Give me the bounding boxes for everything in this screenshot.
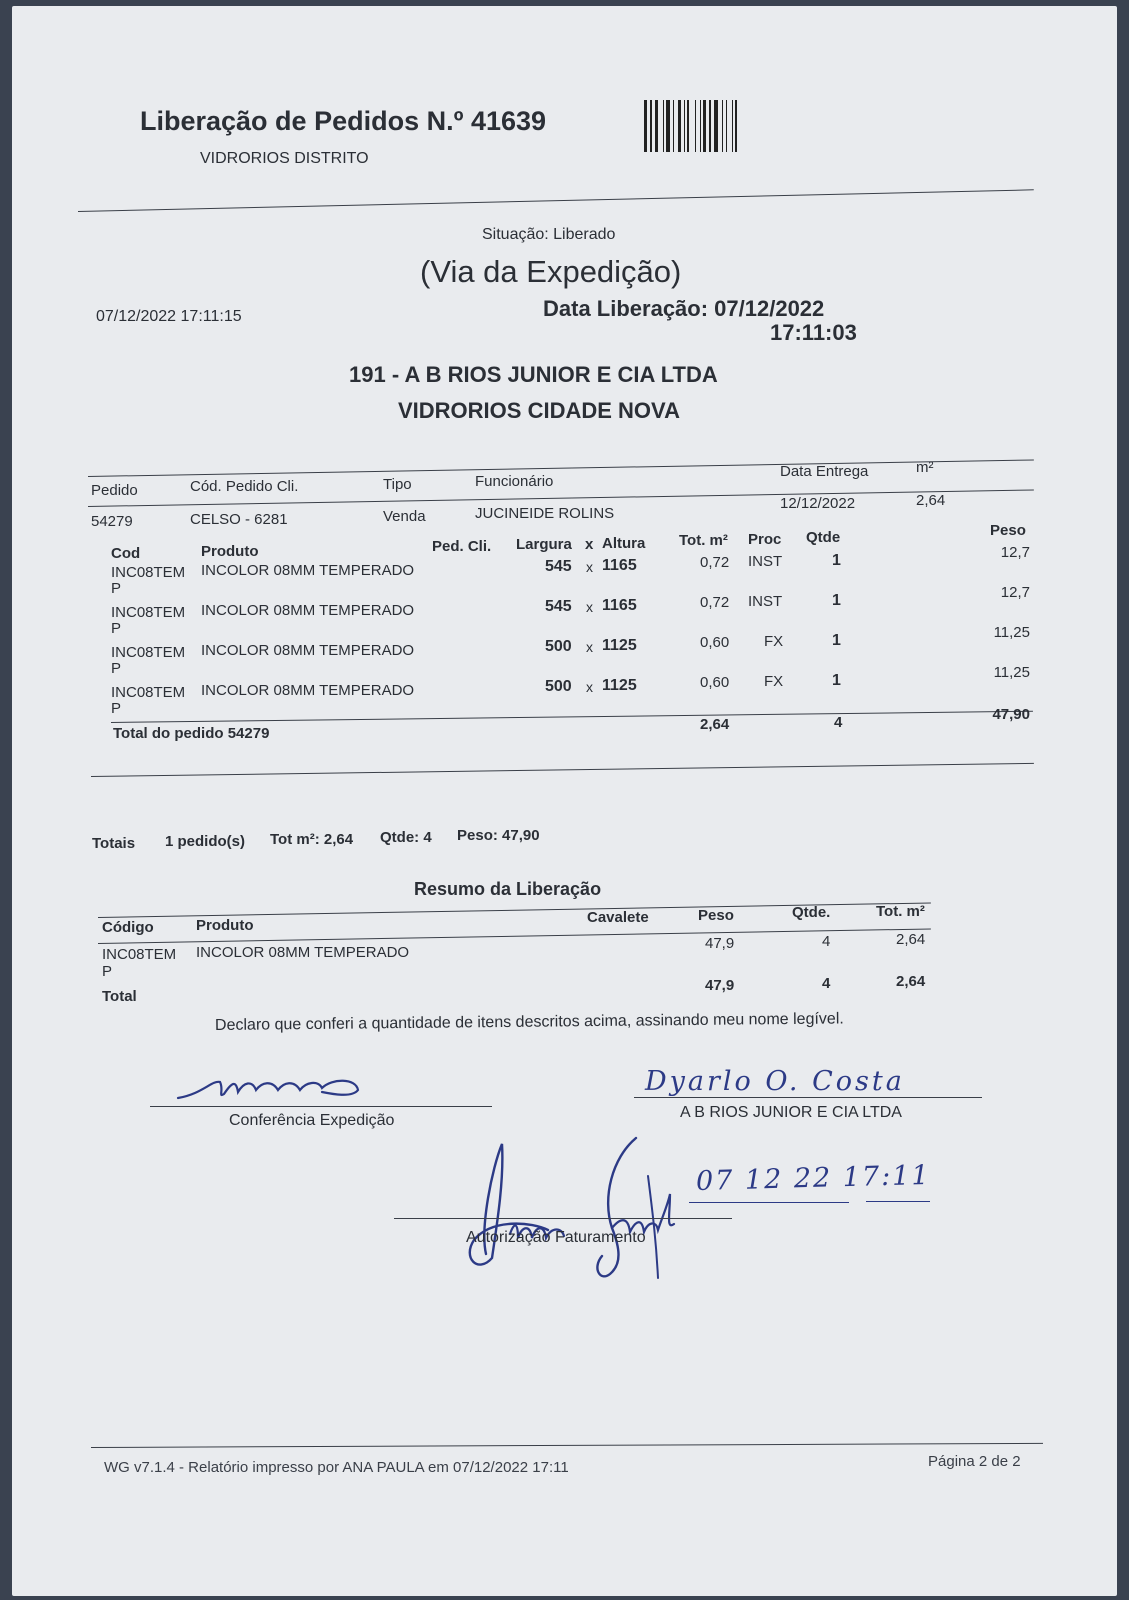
label-pedido: Pedido	[91, 482, 138, 499]
item-weight: 11,25	[993, 664, 1030, 681]
barcode	[644, 100, 814, 152]
item-code: INC08TEM	[111, 684, 186, 701]
issuer-company: VIDRORIOS DISTRITO	[200, 150, 369, 167]
summary-weight: 47,9	[705, 935, 735, 952]
barcode-bar	[735, 100, 737, 152]
barcode-bar	[687, 100, 689, 152]
item-height: 1165	[602, 597, 637, 614]
order-m2: 2,64	[916, 492, 946, 509]
col-qtde: Qtde	[806, 529, 841, 546]
item-weight: 12,7	[1000, 544, 1030, 561]
printed-datetime: 07/12/2022 17:11:15	[96, 308, 242, 325]
item-x: x	[586, 639, 593, 655]
summary-total-qtde: 4	[822, 975, 831, 992]
item-proc: FX	[764, 633, 784, 650]
client-branch: VIDRORIOS CIDADE NOVA	[398, 398, 680, 423]
barcode-bar	[644, 100, 647, 152]
release-date: Data Liberação: 07/12/2022	[543, 296, 825, 321]
col-ped-cli: Ped. Cli.	[432, 538, 492, 555]
item-width: 500	[545, 638, 572, 655]
copy-type-title: (Via da Expedição)	[420, 254, 682, 289]
footer-page-number: Página 2 de 2	[928, 1453, 1021, 1470]
footer-printed-by: WG v7.1.4 - Relatório impresso por ANA PAULA em 07/12/2022 17:11	[104, 1459, 569, 1476]
order-total-qtde: 4	[834, 714, 843, 731]
summary-qtde: 4	[822, 933, 831, 950]
header-divider	[78, 189, 1034, 212]
item-product: INCOLOR 08MM TEMPERADO	[201, 642, 415, 659]
handwritten-date-underline	[689, 1202, 849, 1203]
item-qtde: 1	[832, 592, 841, 609]
barcode-bar	[695, 100, 696, 152]
item-tot-m2: 0,60	[700, 674, 730, 691]
expedicao-signature-line	[150, 1106, 492, 1107]
item-proc: INST	[748, 553, 783, 570]
barcode-bar	[673, 100, 674, 152]
item-x: x	[586, 559, 593, 575]
col-cod: Cod	[111, 545, 141, 562]
summary-col-qtde: Qtde.	[792, 904, 831, 921]
employee-name: JUCINEIDE ROLINS	[475, 505, 615, 522]
item-height: 1165	[602, 557, 637, 574]
item-product: INCOLOR 08MM TEMPERADO	[201, 602, 415, 619]
handwritten-time-underline	[866, 1201, 930, 1202]
col-tot-m2: Tot. m²	[679, 532, 728, 549]
faturamento-signature-line	[394, 1218, 732, 1219]
label-data-entrega: Data Entrega	[780, 463, 869, 480]
summary-total-label: Total	[102, 988, 137, 1005]
barcode-bar	[700, 100, 701, 152]
item-weight: 11,25	[993, 624, 1030, 641]
item-code: INC08TEM	[111, 644, 186, 661]
item-qtde: 1	[832, 552, 841, 569]
label-funcionario: Funcionário	[475, 473, 554, 490]
client-signature-line	[634, 1097, 982, 1098]
footer-divider	[91, 1443, 1043, 1448]
item-width: 500	[545, 678, 572, 695]
barcode-bar	[655, 100, 658, 152]
barcode-bar	[726, 100, 727, 152]
totals-qtde: Qtde: 4	[380, 829, 432, 846]
barcode-bar	[732, 100, 733, 152]
col-x: x	[585, 536, 594, 553]
summary-m2: 2,64	[896, 931, 926, 948]
item-code-suffix: P	[111, 700, 122, 717]
order-type: Venda	[383, 508, 426, 525]
barcode-bar	[650, 100, 652, 152]
item-tot-m2: 0,60	[700, 634, 730, 651]
client-name: 191 - A B RIOS JUNIOR E CIA LTDA	[349, 362, 718, 387]
barcode-bar	[684, 100, 685, 152]
item-code: INC08TEM	[111, 564, 186, 581]
delivery-date: 12/12/2022	[780, 495, 856, 512]
order-total-m2: 2,64	[700, 716, 730, 733]
item-code-suffix: P	[111, 660, 122, 677]
barcode-bar	[722, 100, 723, 152]
item-height: 1125	[602, 677, 637, 694]
expedicao-signature	[172, 1068, 372, 1108]
expedicao-signature-label: Conferência Expedição	[229, 1112, 395, 1129]
barcode-bar	[703, 100, 706, 152]
label-cod-cliente: Cód. Pedido Cli.	[190, 478, 299, 495]
order-total-weight: 47,90	[992, 706, 1030, 723]
release-time: 17:11:03	[770, 320, 857, 345]
barcode-bar	[678, 100, 681, 152]
document-page	[12, 6, 1117, 1596]
item-code-suffix: P	[111, 620, 122, 637]
summary-col-peso: Peso	[698, 907, 734, 924]
items-total-line	[111, 711, 1033, 723]
order-bottom-line	[91, 763, 1034, 777]
totals-weight: Peso: 47,90	[457, 827, 540, 844]
col-proc: Proc	[748, 531, 782, 548]
client-signature-label: A B RIOS JUNIOR E CIA LTDA	[680, 1104, 902, 1121]
summary-total-m2: 2,64	[896, 973, 926, 990]
client-order-code: CELSO - 6281	[190, 511, 288, 528]
summary-product: INCOLOR 08MM TEMPERADO	[196, 944, 410, 961]
item-proc: FX	[764, 673, 784, 690]
item-weight: 12,7	[1000, 584, 1030, 601]
item-height: 1125	[602, 637, 637, 654]
barcode-bar	[709, 100, 711, 152]
document-title: Liberação de Pedidos N.º 41639	[140, 106, 547, 136]
col-produto: Produto	[201, 543, 259, 560]
declaration-text: Declaro que conferi a quantidade de itens descritos acima, assinando meu nome legível.	[214, 1010, 844, 1034]
item-tot-m2: 0,72	[700, 554, 730, 571]
summary-code: INC08TEM	[102, 946, 177, 963]
totals-label: Totais	[92, 835, 136, 852]
handwritten-datetime: 07 12 22 17:11	[695, 1159, 931, 1197]
order-total-label: Total do pedido 54279	[113, 725, 270, 742]
summary-total-weight: 47,9	[705, 977, 735, 994]
summary-title: Resumo da Liberação	[414, 879, 602, 899]
summary-col-produto: Produto	[196, 917, 254, 934]
col-altura: Altura	[602, 535, 646, 552]
order-number: 54279	[91, 513, 133, 530]
status-label: Situação: Liberado	[482, 226, 616, 243]
item-qtde: 1	[832, 632, 841, 649]
label-tipo: Tipo	[383, 476, 412, 493]
barcode-bar	[714, 100, 718, 152]
item-x: x	[586, 679, 593, 695]
barcode-bar	[666, 100, 670, 152]
item-product: INCOLOR 08MM TEMPERADO	[201, 562, 415, 579]
summary-col-cavalete: Cavalete	[587, 909, 649, 926]
totals-m2: Tot m²: 2,64	[270, 831, 354, 848]
item-code: INC08TEM	[111, 604, 186, 621]
faturamento-signature-label: Autorização Faturamento	[466, 1229, 646, 1246]
item-code-suffix: P	[111, 580, 122, 597]
order-header-top-line	[88, 459, 1034, 477]
item-width: 545	[545, 558, 572, 575]
summary-col-tot-m2: Tot. m²	[876, 903, 925, 920]
col-largura: Largura	[516, 536, 572, 553]
item-product: INCOLOR 08MM TEMPERADO	[201, 682, 415, 699]
item-width: 545	[545, 598, 572, 615]
item-tot-m2: 0,72	[700, 594, 730, 611]
summary-code-suffix: P	[102, 963, 113, 980]
summary-col-codigo: Código	[102, 919, 154, 936]
item-x: x	[586, 599, 593, 615]
item-qtde: 1	[832, 672, 841, 689]
col-peso: Peso	[990, 522, 1026, 539]
totals-orders: 1 pedido(s)	[165, 833, 246, 850]
item-proc: INST	[748, 593, 783, 610]
client-handwritten-name: Dyarlo O. Costa	[645, 1066, 905, 1097]
label-m2: m²	[916, 459, 934, 476]
barcode-bar	[663, 100, 664, 152]
